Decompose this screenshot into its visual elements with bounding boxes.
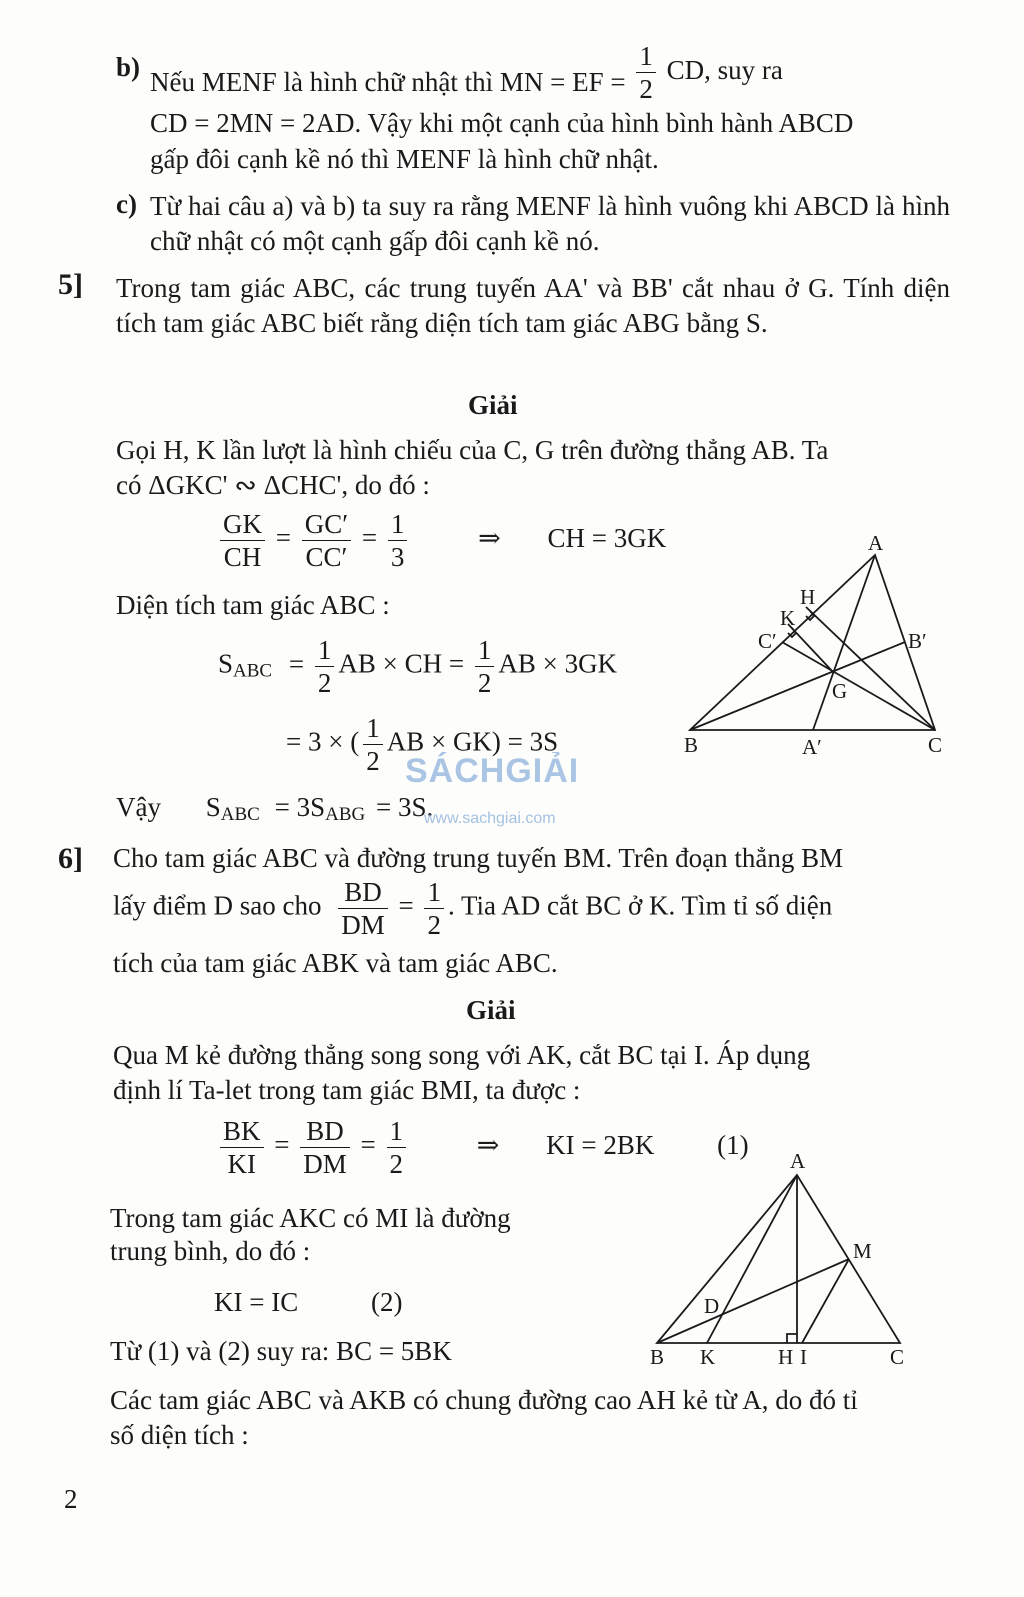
label-K: K <box>700 1345 716 1369</box>
problem-6-line3: tích của tam giác ABK và tam giác ABC. <box>113 948 558 978</box>
label-C-prime: C′ <box>758 629 777 653</box>
problem-5-equation-2: $S_{ABC}$ = $\frac{1}{2}$ AB × CH = $\frac{1}{2}$ AB × 3GK <box>218 635 618 698</box>
label-B-prime: B′ <box>908 629 927 653</box>
part-b-line1: Nếu MENF là hình chữ nhật thì MN = EF = $\frac{1}{2}$ CD, suy ra <box>150 41 783 104</box>
label-A: A <box>790 1149 806 1173</box>
problem-5-statement: Trong tam giác ABC, các trung tuyến AA' và BB' cắt nhau ở G. Tính diện tích tam giác ABC biết rằng diện tích tam giác ABG bằng S. <box>116 273 950 338</box>
label-G: G <box>832 679 848 703</box>
problem-5-solution-line2: có ΔGKC' ∾ ΔCHC', do đó : <box>116 470 430 500</box>
problem-6-equation-2: KI = IC (2) <box>214 1287 403 1317</box>
fraction-half: $\frac{1}{2}$ <box>636 40 656 105</box>
problem-5-solution-line1: Gọi H, K lần lượt là hình chiếu của C, G trên đường thẳng AB. Ta <box>116 435 829 465</box>
problem-5-equation-1: $\frac{GK}{CH}$ = $\frac{GC'}{CC'}$ = $\frac{1}{3}$ ⇒ CH = 3GK <box>216 508 666 573</box>
part-b-line2: CD = 2MN = 2AD. Vậy khi một cạnh của hình bình hành ABCD <box>150 108 854 138</box>
problem-6-last-line1: Các tam giác ABC và AKB có chung đường cao AH kẻ từ A, do đó tỉ <box>110 1385 858 1415</box>
problem-6-solution-line1: Qua M kẻ đường thẳng song song với AK, cắt BC tại I. Áp dụng <box>113 1040 811 1070</box>
label-C: C <box>890 1345 905 1369</box>
label-D: D <box>704 1294 720 1318</box>
problem-6-marker: 6] <box>58 842 83 875</box>
label-C: C <box>928 733 943 757</box>
label-M: M <box>853 1239 872 1263</box>
problem-6-line1: Cho tam giác ABC và đường trung tuyến BM. Trên đoạn thẳng BM <box>113 843 844 873</box>
page-number: 2 <box>64 1484 78 1514</box>
figure-triangle-median-bm <box>640 1148 930 1378</box>
label-B: B <box>650 1345 665 1369</box>
figure-2-labels <box>650 1149 904 1369</box>
label-H: H <box>800 585 816 609</box>
watermark-url: www.sachgiai.com <box>424 810 556 827</box>
problem-6-equation-1: $\frac{BK}{KI}$ = $\frac{BD}{DM}$ = $\frac{1}{2}$ ⇒ KI = 2BK (1) <box>216 1115 749 1180</box>
part-b-line3: gấp đôi cạnh kề nó thì MENF là hình chữ nhật. <box>150 144 659 174</box>
problem-5-area-label: Diện tích tam giác ABC : <box>116 590 390 620</box>
problem-6-last-line2: số diện tích : <box>110 1420 249 1450</box>
problem-5-marker: 5] <box>58 268 83 301</box>
problem-5-conclusion: Vậy $S_{ABC} = 3S_{ABG} = 3S$. <box>116 792 434 825</box>
problem-5-solution-heading: Giải <box>468 390 518 420</box>
part-c-label: c) <box>116 189 137 219</box>
part-c-text: Từ hai câu a) và b) ta suy ra rằng MENF là hình vuông khi ABCD là hình chữ nhật có một cạnh gấp đôi cạnh kề nó. <box>150 191 950 256</box>
problem-6-solution-line2: định lí Ta-let trong tam giác BMI, ta được : <box>113 1075 581 1105</box>
problem-6-mid-line1: Trong tam giác AKC có MI là đường <box>110 1203 511 1233</box>
part-b-label: b) <box>116 52 141 82</box>
label-A-prime: A′ <box>802 735 822 759</box>
label-H: H <box>778 1345 794 1369</box>
label-K: K <box>780 606 796 630</box>
problem-6-from-line: Từ (1) và (2) suy ra: BC = 5BK <box>110 1336 452 1366</box>
problem-6-line2: lấy điểm D sao cho $\frac{BD}{DM}$ = $\frac{1}{2}$ . Tia AD cắt BC ở K. Tìm tỉ số diện <box>113 877 833 940</box>
label-I: I <box>800 1345 807 1369</box>
problem-6-solution-heading: Giải <box>466 995 516 1025</box>
problem-6-mid-line2: trung bình, do đó : <box>110 1236 311 1266</box>
figure-1-labels <box>684 531 942 759</box>
label-B: B <box>684 733 699 757</box>
watermark-brand: SÁCHGIẢI <box>405 752 580 790</box>
label-A: A <box>868 531 884 555</box>
problem-5-equation-3: = 3 × ( $\frac{1}{2}$ AB × GK) = 3S <box>286 713 559 776</box>
figure-triangle-medians <box>680 530 960 770</box>
